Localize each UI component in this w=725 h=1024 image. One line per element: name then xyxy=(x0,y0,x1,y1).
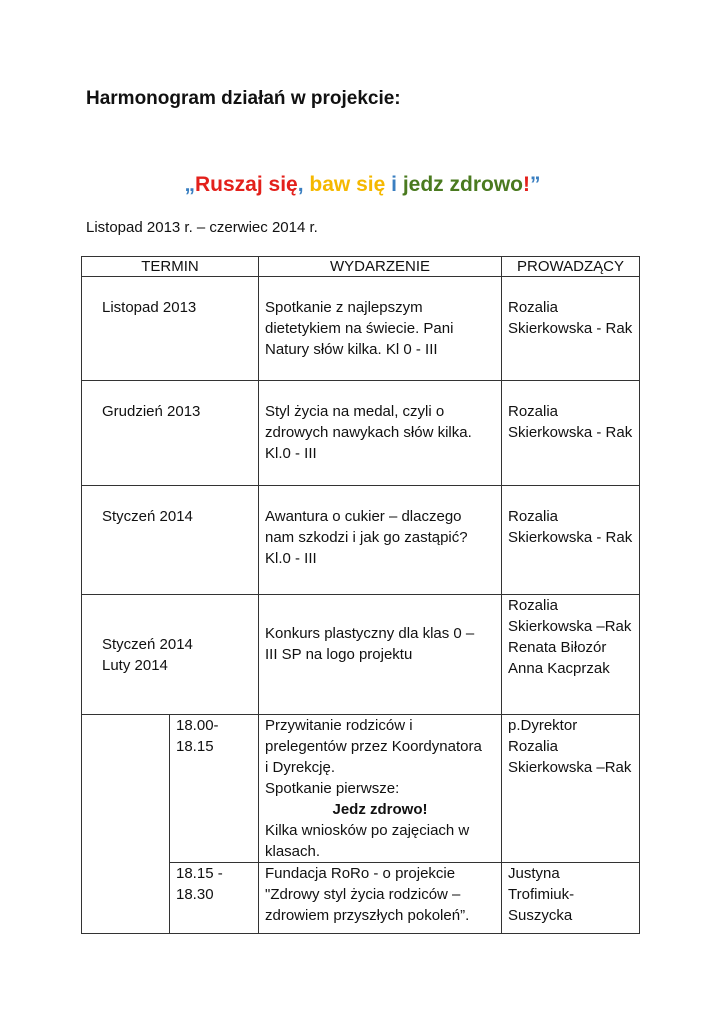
event-line: Kl.0 - III xyxy=(265,550,317,567)
event-cell xyxy=(259,486,502,595)
slogan-part-ruszaj: Ruszaj się xyxy=(195,173,298,196)
event-line: III SP na logo projektu xyxy=(265,645,413,663)
lead-line: Rozalia xyxy=(508,738,559,755)
time-text: 18.30 xyxy=(176,886,214,903)
event-line: dietetykiem na świecie. Pani xyxy=(265,320,454,337)
event-cell xyxy=(259,277,502,381)
lead-line: Rozalia xyxy=(508,508,559,525)
event-line: Styl życia na medal, czyli o xyxy=(265,403,445,420)
slogan-part-baw: baw się xyxy=(309,173,386,196)
lead-line: Trofimiuk- xyxy=(508,886,575,903)
lead-line: Rozalia xyxy=(508,403,559,420)
slogan-part-jedz: jedz zdrowo xyxy=(402,173,523,196)
event-line: nam szkodzi i jak go zastąpić? xyxy=(265,529,468,546)
slogan-comma: , xyxy=(297,173,304,196)
lead-line: Skierkowska - Rak xyxy=(508,529,633,546)
table-row xyxy=(82,277,640,381)
lead-cell xyxy=(502,381,640,486)
event-line: Natury słów kilka. Kl 0 - III xyxy=(265,341,438,358)
lead-line: Skierkowska –Rak xyxy=(508,759,632,776)
table-row xyxy=(82,381,640,486)
event-cell xyxy=(259,595,502,715)
date-range: Listopad 2013 r. – czerwiec 2014 r. xyxy=(86,219,318,236)
header-prowadzacy: PROWADZĄCY xyxy=(502,257,640,277)
lead-cell xyxy=(502,715,640,863)
lead-line: Justyna xyxy=(508,865,560,882)
lead-cell xyxy=(502,277,640,381)
slogan-close-quote: ” xyxy=(529,173,541,196)
slogan-exclamation: ! xyxy=(522,173,530,196)
termin-text: Luty 2014 xyxy=(102,656,168,674)
table-header-row xyxy=(82,257,640,277)
time-cell xyxy=(170,863,259,934)
lead-line: Skierkowska –Rak xyxy=(508,618,632,635)
termin-cell xyxy=(82,381,259,486)
table-row xyxy=(82,595,640,715)
event-line: "Zdrowy styl życia rodziców – xyxy=(265,886,461,903)
event-line: Konkurs plastyczny dla klas 0 – xyxy=(265,624,475,642)
event-line: Kilka wniosków po zajęciach w xyxy=(265,822,470,839)
event-line: Przywitanie rodziców i xyxy=(265,717,413,734)
lead-line: Skierkowska - Rak xyxy=(508,320,633,337)
event-line: Spotkanie z najlepszym xyxy=(265,299,423,316)
lead-line: Suszycka xyxy=(508,907,573,924)
event-line: Spotkanie pierwsze: xyxy=(265,780,400,797)
lead-line: p.Dyrektor xyxy=(508,717,578,734)
event-line: zdrowiem przyszłych pokoleń”. xyxy=(265,907,470,924)
lead-line: Anna Kacprzak xyxy=(508,660,610,677)
event-cell xyxy=(259,715,502,863)
lead-line: Skierkowska - Rak xyxy=(508,424,633,441)
table-row xyxy=(82,486,640,595)
time-text: 18.15 - xyxy=(176,865,223,882)
termin-cell xyxy=(82,595,259,715)
termin-text: Styczeń 2014 xyxy=(102,508,193,525)
event-cell xyxy=(259,381,502,486)
termin-text: Listopad 2013 xyxy=(102,299,197,316)
event-line: klasach. xyxy=(265,843,321,860)
project-slogan xyxy=(0,173,725,197)
slogan-open-quote: „ xyxy=(184,173,195,196)
event-line: Kl.0 - III xyxy=(265,445,317,462)
termin-text: Styczeń 2014 xyxy=(102,635,193,653)
event-line: Fundacja RoRo - o projekcie xyxy=(265,865,456,882)
header-wydarzenie: WYDARZENIE xyxy=(259,257,502,277)
empty-termin-cell xyxy=(82,715,170,934)
event-line: zdrowych nawykach słów kilka. xyxy=(265,424,472,441)
lead-cell xyxy=(502,595,640,715)
termin-cell xyxy=(82,486,259,595)
slogan-part-i: i xyxy=(391,173,397,196)
event-line: prelegentów przez Koordynatora xyxy=(265,738,482,755)
lead-cell xyxy=(502,863,640,934)
lead-line: Rozalia xyxy=(508,597,559,614)
time-text: 18.00- xyxy=(176,717,219,734)
event-line: Awantura o cukier – dlaczego xyxy=(265,508,462,525)
event-bold-line: Jedz zdrowo! xyxy=(332,801,428,818)
page-title: Harmonogram działań w projekcie: xyxy=(86,88,401,109)
lead-line: Renata Biłozór xyxy=(508,639,607,656)
event-line: i Dyrekcję. xyxy=(265,759,336,776)
lead-cell xyxy=(502,486,640,595)
termin-cell xyxy=(82,277,259,381)
time-text: 18.15 xyxy=(176,738,214,755)
termin-text: Grudzień 2013 xyxy=(102,403,201,420)
schedule-table xyxy=(81,256,640,934)
time-cell xyxy=(170,715,259,863)
event-cell xyxy=(259,863,502,934)
table-row xyxy=(82,715,640,863)
header-termin: TERMIN xyxy=(82,257,259,277)
lead-line: Rozalia xyxy=(508,299,559,316)
